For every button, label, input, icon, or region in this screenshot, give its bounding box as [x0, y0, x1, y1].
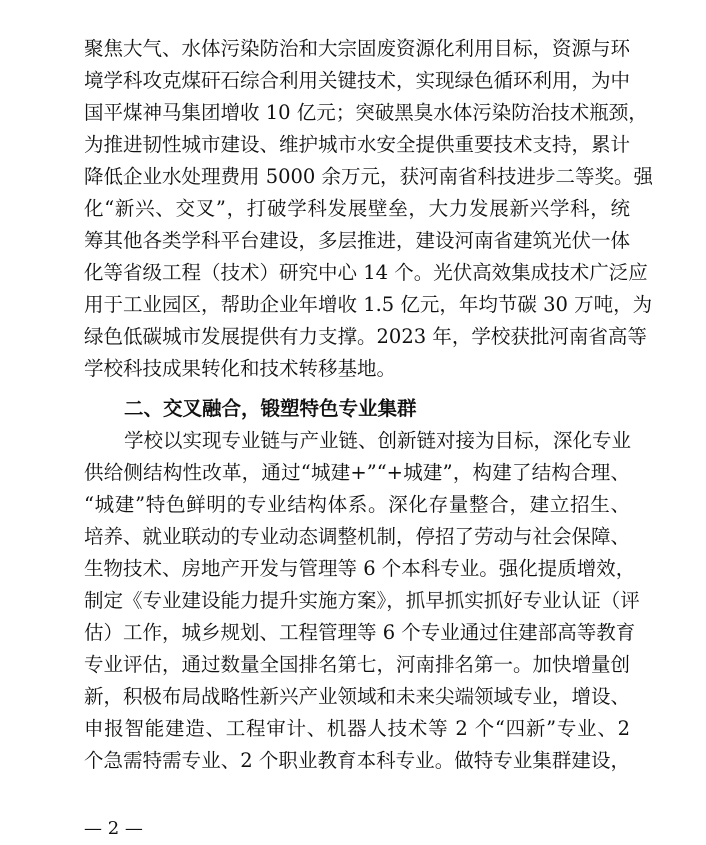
- paragraph-1-line-3: 国平煤神马集团增收 10 亿元；突破黑臭水体污染防治技术瓶颈，: [84, 101, 648, 124]
- paragraph-1-line-7: 筹其他各类学科平台建设，多层推进，建设河南省建筑光伏一体: [84, 229, 631, 252]
- paragraph-1-line-10: 绿色低碳城市发展提供有力支撑。2023 年，学校获批河南省高等: [84, 325, 647, 348]
- paragraph-1-line-9: 用于工业园区，帮助企业年增收 1.5 亿元，年均节碳 30 万吨，为: [84, 293, 653, 316]
- paragraph-1-line-8: 化等省级工程（技术）研究中心 14 个。光伏高效集成技术广泛应: [84, 261, 648, 284]
- paragraph-2-line-11: 个急需特需专业、2 个职业教育本科专业。做特专业集群建设，: [84, 749, 630, 772]
- paragraph-2-line-2: 供给侧结构性改革，通过“城建+”“+城建”，构建了结构合理、: [84, 461, 630, 484]
- paragraph-2-line-8: 专业评估，通过数量全国排名第七，河南排名第一。加快增量创: [84, 653, 631, 676]
- paragraph-2-line-6: 制定《专业建设能力提升实施方案》，抓早抓实抓好专业认证（评: [84, 589, 640, 612]
- paragraph-2-line-4: 培养、就业联动的专业动态调整机制，停招了劳动与社会保障、: [84, 525, 631, 548]
- paragraph-2-line-1: 学校以实现专业链与产业链、创新链对接为目标，深化专业: [124, 429, 632, 452]
- paragraph-1-line-4: 为推进韧性城市建设、维护城市水安全提供重要技术支持，累计: [84, 133, 631, 156]
- paragraph-1-line-2: 境学科攻克煤矸石综合利用关键技术，实现绿色循环利用，为中: [84, 69, 631, 92]
- paragraph-2-line-9: 新，积极布局战略性新兴产业领域和未来尖端领域专业，增设、: [84, 685, 631, 708]
- paragraph-2-line-3: “城建”特色鲜明的专业结构体系。深化存量整合，建立招生、: [84, 493, 630, 516]
- paragraph-1-line-6: 化“新兴、交叉”，打破学科发展壁垒，大力发展新兴学科，统: [84, 197, 630, 220]
- paragraph-2-line-5: 生物技术、房地产开发与管理等 6 个本科专业。强化提质增效，: [84, 557, 636, 580]
- paragraph-2-line-10: 申报智能建造、工程审计、机器人技术等 2 个“四新”专业、2: [84, 717, 630, 740]
- paragraph-1-line-5: 降低企业水处理费用 5000 余万元，获河南省科技进步二等奖。强: [84, 165, 654, 188]
- page-number: — 2 —: [84, 818, 143, 839]
- paragraph-1-line-1: 聚焦大气、水体污染防治和大宗固废资源化利用目标，资源与环: [84, 37, 631, 60]
- section-heading: 二、交叉融合，锻塑特色专业集群: [124, 397, 417, 420]
- paragraph-1-line-11: 学校科技成果转化和技术转移基地。: [84, 357, 397, 380]
- paragraph-2-line-7: 估）工作，城乡规划、工程管理等 6 个专业通过住建部高等教育: [84, 621, 636, 644]
